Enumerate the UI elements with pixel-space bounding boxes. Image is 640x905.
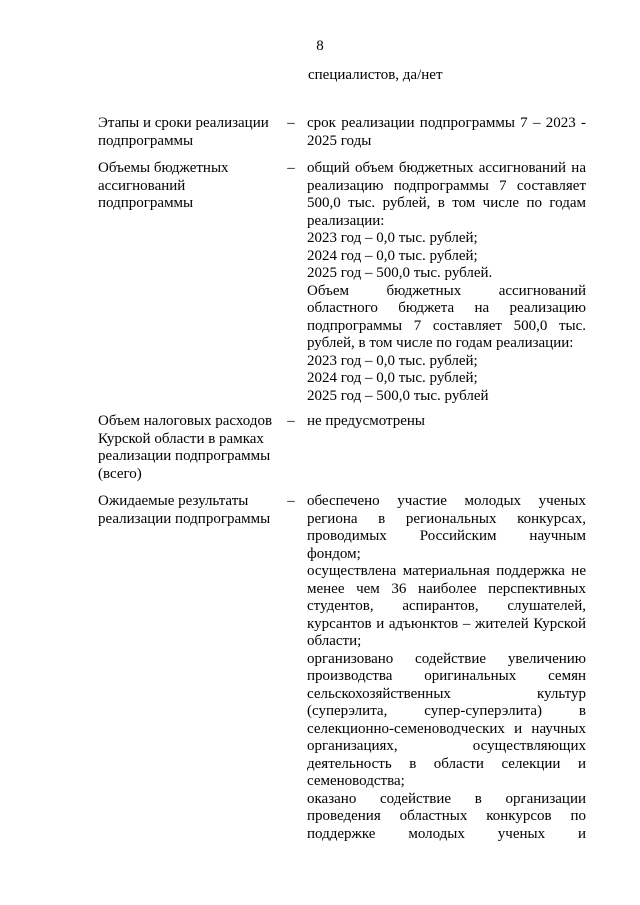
value-line: осуществлена материальная поддержка не [307,563,586,579]
row-dash: – [287,115,295,131]
label-line: ассигнований [98,177,186,194]
label-line: Курской области в рамках [98,430,264,447]
value-line: области; [307,633,362,649]
value-line: фондом; [307,545,361,562]
label-line: (всего) [98,465,142,482]
value-line: поддержке молодых ученых и [307,825,586,842]
value-line: региона в региональных конкурсах, [307,510,586,527]
value-line: деятельность в области селекции и [307,755,586,772]
value-line: срок реализации подпрограммы 7 – 2023 - [307,115,586,131]
value-line: оказано содействие в организации [307,790,586,807]
row-value-results [307,493,586,843]
value-line: подпрограммы 7 составляет 500,0 тыс. [307,317,586,334]
value-line: организациях, осуществляющих [307,738,586,754]
value-line: 2024 год – 0,0 тыс. рублей; [307,247,478,264]
row-label-stages [98,115,276,150]
value-line: не предусмотрены [307,413,426,429]
row-dash: – [287,413,295,429]
label-line: подпрограммы [98,132,194,149]
label-line: Объем налоговых расходов [98,413,273,429]
value-line: обеспечено участие молодых ученых [307,493,586,509]
value-line: селекционно-семеноводческих и научных [307,720,586,737]
value-line: 500,0 тыс. рублей, в том числе по годам [307,195,586,211]
label-line: реализации подпрограммы [98,510,271,527]
value-line: реализацию подпрограммы 7 составляет [307,177,586,194]
row-label-budget [98,160,276,213]
value-line: (суперэлита, супер-суперэлита) в [307,703,586,719]
value-line: 2025 годы [307,132,372,149]
value-line: 2025 год – 500,0 тыс. рублей [307,387,489,404]
value-line: 2023 год – 0,0 тыс. рублей; [307,230,478,246]
label-line: Объемы бюджетных [98,160,229,176]
value-line: менее чем 36 наиболее перспективных [307,580,586,597]
row-dash: – [287,160,295,176]
value-line: проведения областных конкурсов по [307,808,586,824]
value-line: проводимых Российским научным [307,528,586,544]
value-line: общий объем бюджетных ассигнований на [307,160,586,176]
value-line: производства оригинальных семян [307,668,586,684]
row-value-tax [307,413,586,431]
value-line: сельскохозяйственных культур [307,685,586,702]
value-line: 2023 год – 0,0 тыс. рублей; [307,352,478,369]
value-line: студентов, аспирантов, слушателей, [307,598,586,614]
label-line: подпрограммы [98,195,194,211]
value-line: Объем бюджетных ассигнований [307,282,586,299]
value-line: организовано содействие увеличению [307,650,586,667]
row-dash: – [287,493,295,509]
value-line: 2024 год – 0,0 тыс. рублей; [307,370,478,386]
value-line: реализации: [307,212,385,229]
value-line: рублей, в том числе по годам реализации: [307,335,574,351]
page-number: 8 [316,38,324,54]
row-label-tax [98,413,276,483]
row-value-budget [307,160,586,405]
row-label-results [98,493,276,528]
value-line: семеноводства; [307,773,405,789]
row-value-stages [307,115,586,150]
value-line: курсантов и адъюнктов – жителей Курской [307,615,586,632]
label-line: реализации подпрограммы [98,448,271,464]
value-line: 2025 год – 500,0 тыс. рублей. [307,265,493,281]
label-line: Этапы и сроки реализации [98,115,269,131]
label-line: Ожидаемые результаты [98,493,249,509]
continuation-text: специалистов, да/нет [308,67,443,83]
value-line: областного бюджета на реализацию [307,300,586,316]
